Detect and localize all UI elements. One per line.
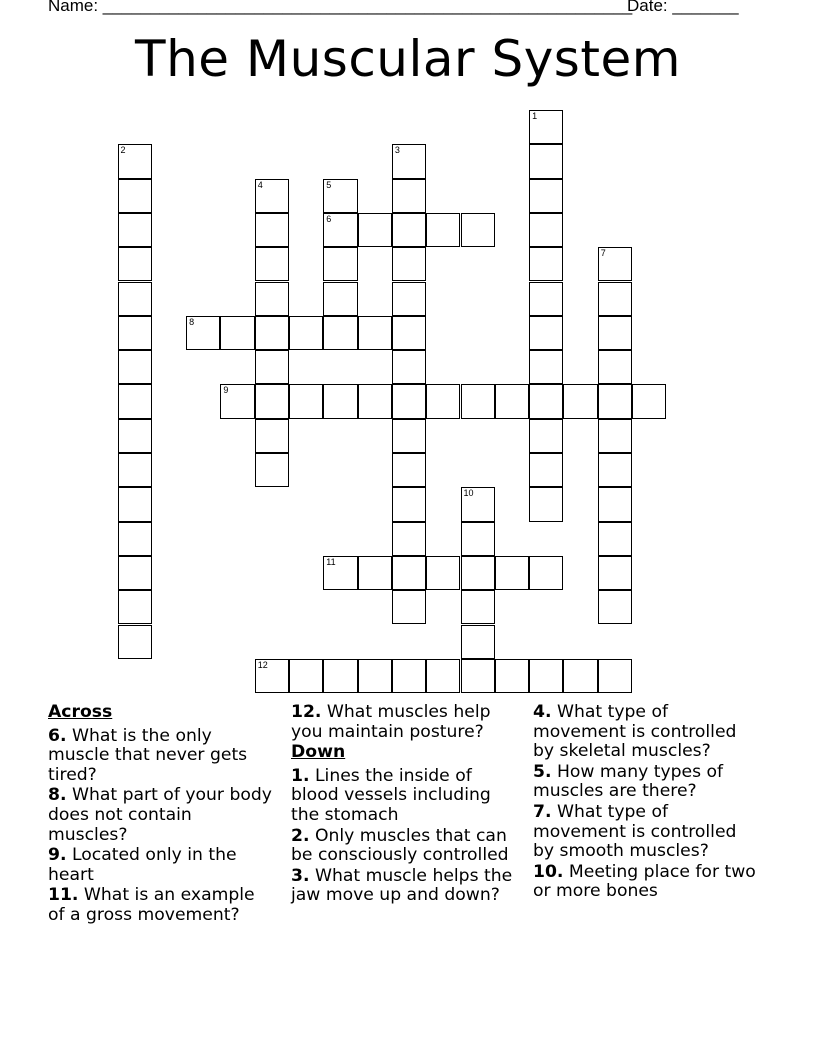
clue-across-11 — [48, 886, 273, 925]
cell-number: 5 — [326, 179, 332, 190]
crossword-cell[interactable] — [323, 213, 357, 247]
cell-number: 4 — [257, 179, 263, 190]
date-field[interactable]: Date: _______ — [627, 0, 739, 15]
crossword-cell[interactable] — [220, 384, 254, 418]
crossword-cell[interactable] — [358, 659, 392, 693]
crossword-cell[interactable] — [392, 522, 426, 556]
crossword-cell[interactable] — [598, 487, 632, 521]
clue-text: What type of movement is controlled by skeletal muscles? — [533, 702, 737, 762]
cell-number: 2 — [120, 145, 126, 156]
clue-across-6 — [48, 727, 273, 786]
crossword-cell[interactable] — [461, 384, 495, 418]
crossword-cell[interactable] — [598, 453, 632, 487]
crossword-cell[interactable] — [118, 419, 152, 453]
crossword-cell[interactable] — [461, 659, 495, 693]
crossword-cell[interactable] — [118, 384, 152, 418]
crossword-cell[interactable] — [358, 213, 392, 247]
cell-number: 3 — [394, 145, 400, 156]
crossword-cell[interactable] — [118, 144, 152, 178]
clue-text: What is an example of a gross movement? — [48, 885, 255, 925]
cell-number: 11 — [326, 556, 336, 567]
crossword-cell[interactable] — [255, 659, 289, 693]
crossword-cell[interactable] — [358, 556, 392, 590]
crossword-cell[interactable] — [529, 110, 563, 144]
crossword-cell[interactable] — [118, 625, 152, 659]
clue-text: Lines the inside of blood vessels including the stomach — [291, 765, 491, 825]
cell-number: 9 — [223, 385, 229, 396]
clue-number: 12. — [291, 702, 322, 722]
crossword-cell[interactable] — [118, 179, 152, 213]
clue-number: 4. — [533, 702, 552, 722]
down-heading: Down — [291, 742, 346, 763]
clue-down-10 — [533, 863, 758, 902]
crossword-cell[interactable] — [358, 316, 392, 350]
crossword-cell[interactable] — [598, 384, 632, 418]
cell-number: 8 — [189, 316, 195, 327]
crossword-cell[interactable] — [323, 247, 357, 281]
crossword-cell[interactable] — [529, 282, 563, 316]
across-heading: Across — [48, 702, 113, 722]
crossword-cell[interactable] — [323, 384, 357, 418]
clue-number: 5. — [533, 761, 552, 782]
crossword-cell[interactable] — [289, 659, 323, 693]
crossword-cell[interactable] — [118, 556, 152, 590]
crossword-cell[interactable] — [632, 384, 666, 418]
clue-number: 10. — [533, 861, 564, 882]
crossword-cell[interactable] — [392, 282, 426, 316]
crossword-cell[interactable] — [529, 384, 563, 418]
cell-number: 6 — [326, 213, 332, 224]
crossword-cell[interactable] — [323, 179, 357, 213]
clue-number: 1. — [291, 765, 310, 786]
crossword-cell[interactable] — [461, 590, 495, 624]
crossword-cell[interactable] — [255, 213, 289, 247]
crossword-cell[interactable] — [358, 384, 392, 418]
clue-text: Located only in the heart — [48, 845, 237, 885]
crossword-cell[interactable] — [392, 179, 426, 213]
page-title: The Muscular System — [135, 30, 681, 88]
clue-number: 7. — [533, 801, 552, 822]
crossword-cell[interactable] — [563, 384, 597, 418]
crossword-cell[interactable] — [118, 522, 152, 556]
crossword-cell[interactable] — [598, 590, 632, 624]
clue-down-4 — [533, 703, 758, 762]
cell-number: 7 — [600, 248, 606, 259]
crossword-cell[interactable] — [118, 350, 152, 384]
crossword-cell[interactable] — [563, 659, 597, 693]
crossword-cell[interactable] — [598, 282, 632, 316]
crossword-cell[interactable] — [529, 659, 563, 693]
crossword-cell[interactable] — [598, 659, 632, 693]
name-field[interactable]: Name: ________________________________________________________ — [48, 0, 633, 15]
crossword-cell[interactable] — [598, 522, 632, 556]
crossword-cell[interactable] — [392, 487, 426, 521]
crossword-cell[interactable] — [392, 384, 426, 418]
crossword-cell[interactable] — [392, 144, 426, 178]
crossword-cell[interactable] — [255, 384, 289, 418]
crossword-cell[interactable] — [461, 487, 495, 521]
crossword-cell[interactable] — [529, 556, 563, 590]
clue-across-9 — [48, 846, 273, 885]
crossword-cell[interactable] — [529, 453, 563, 487]
crossword-cell[interactable] — [529, 213, 563, 247]
crossword-cell[interactable] — [392, 659, 426, 693]
crossword-cell[interactable] — [495, 659, 529, 693]
crossword-cell[interactable] — [529, 350, 563, 384]
crossword-cell[interactable] — [495, 556, 529, 590]
clue-text: Only muscles that can be consciously controlled — [291, 825, 509, 866]
clue-column-3 — [533, 703, 758, 903]
clue-number: 8. — [48, 785, 67, 806]
cell-number: 1 — [532, 111, 538, 121]
crossword-cell[interactable] — [118, 282, 152, 316]
crossword-cell[interactable] — [392, 247, 426, 281]
clue-number: 6. — [48, 725, 67, 746]
crossword-cell[interactable] — [118, 453, 152, 487]
crossword-cell[interactable] — [598, 316, 632, 350]
crossword-cell[interactable] — [255, 453, 289, 487]
clue-down-5 — [533, 763, 758, 802]
crossword-cell[interactable] — [392, 453, 426, 487]
clue-text: Meeting place for two or more bones — [533, 861, 756, 902]
clue-across-8 — [48, 786, 273, 845]
crossword-cell[interactable] — [529, 487, 563, 521]
crossword-cell[interactable] — [323, 659, 357, 693]
clue-text: What muscle helps the jaw move up and down? — [291, 865, 513, 906]
crossword-cell[interactable] — [289, 384, 323, 418]
cell-number: 12 — [257, 659, 268, 670]
crossword-cell[interactable] — [255, 247, 289, 281]
crossword-cell[interactable] — [392, 419, 426, 453]
clue-text: What part of your body does not contain muscles? — [48, 785, 272, 845]
crossword-cell[interactable] — [255, 419, 289, 453]
crossword-cell[interactable] — [598, 350, 632, 384]
crossword-cell[interactable] — [118, 213, 152, 247]
clue-number: 11. — [48, 885, 79, 906]
crossword-cell[interactable] — [118, 487, 152, 521]
clue-number: 2. — [291, 825, 310, 846]
crossword-cell[interactable] — [392, 213, 426, 247]
crossword-cell[interactable] — [426, 213, 460, 247]
clue-down-2 — [291, 827, 516, 866]
clue-text: How many types of muscles are there? — [533, 761, 724, 802]
cell-number: 10 — [463, 488, 474, 499]
crossword-cell[interactable] — [598, 247, 632, 281]
crossword-cell[interactable] — [186, 316, 220, 350]
crossword-cell[interactable] — [461, 625, 495, 659]
clue-across-12 — [291, 703, 516, 742]
crossword-cell[interactable] — [461, 556, 495, 590]
clue-number: 3. — [291, 865, 310, 886]
clue-column-1 — [48, 703, 273, 927]
crossword-cell[interactable] — [255, 350, 289, 384]
crossword-cell[interactable] — [529, 419, 563, 453]
crossword-cell[interactable] — [255, 179, 289, 213]
crossword-cell[interactable] — [598, 556, 632, 590]
clue-column-2 — [291, 703, 516, 907]
crossword-cell[interactable] — [461, 213, 495, 247]
clue-number: 9. — [48, 845, 67, 866]
clue-text: What muscles help you maintain posture? — [291, 702, 491, 742]
crossword-cell[interactable] — [118, 316, 152, 350]
crossword-cell[interactable] — [529, 179, 563, 213]
clue-text: What type of movement is controlled by smooth muscles? — [533, 801, 737, 862]
clue-down-7 — [533, 803, 758, 862]
crossword-cell[interactable] — [289, 316, 323, 350]
clue-down-3 — [291, 867, 516, 906]
crossword-cell[interactable] — [598, 419, 632, 453]
crossword-cell[interactable] — [426, 384, 460, 418]
crossword-cell[interactable] — [426, 659, 460, 693]
crossword-cell[interactable] — [461, 522, 495, 556]
crossword-cell[interactable] — [118, 590, 152, 624]
crossword-cell[interactable] — [220, 316, 254, 350]
crossword-cell[interactable] — [392, 316, 426, 350]
crossword-cell[interactable] — [323, 316, 357, 350]
clue-text: What is the only muscle that never gets tired? — [48, 725, 248, 785]
crossword-cell[interactable] — [529, 316, 563, 350]
crossword-cell[interactable] — [529, 144, 563, 178]
clue-down-1 — [291, 767, 516, 826]
crossword-cell[interactable] — [392, 350, 426, 384]
crossword-cell[interactable] — [426, 556, 460, 590]
crossword-cell[interactable] — [392, 590, 426, 624]
crossword-cell[interactable] — [392, 556, 426, 590]
crossword-cell[interactable] — [323, 282, 357, 316]
crossword-cell[interactable] — [255, 316, 289, 350]
crossword-cell[interactable] — [495, 384, 529, 418]
crossword-cell[interactable] — [323, 556, 357, 590]
crossword-cell[interactable] — [255, 282, 289, 316]
crossword-cell[interactable] — [118, 247, 152, 281]
crossword-cell[interactable] — [529, 247, 563, 281]
